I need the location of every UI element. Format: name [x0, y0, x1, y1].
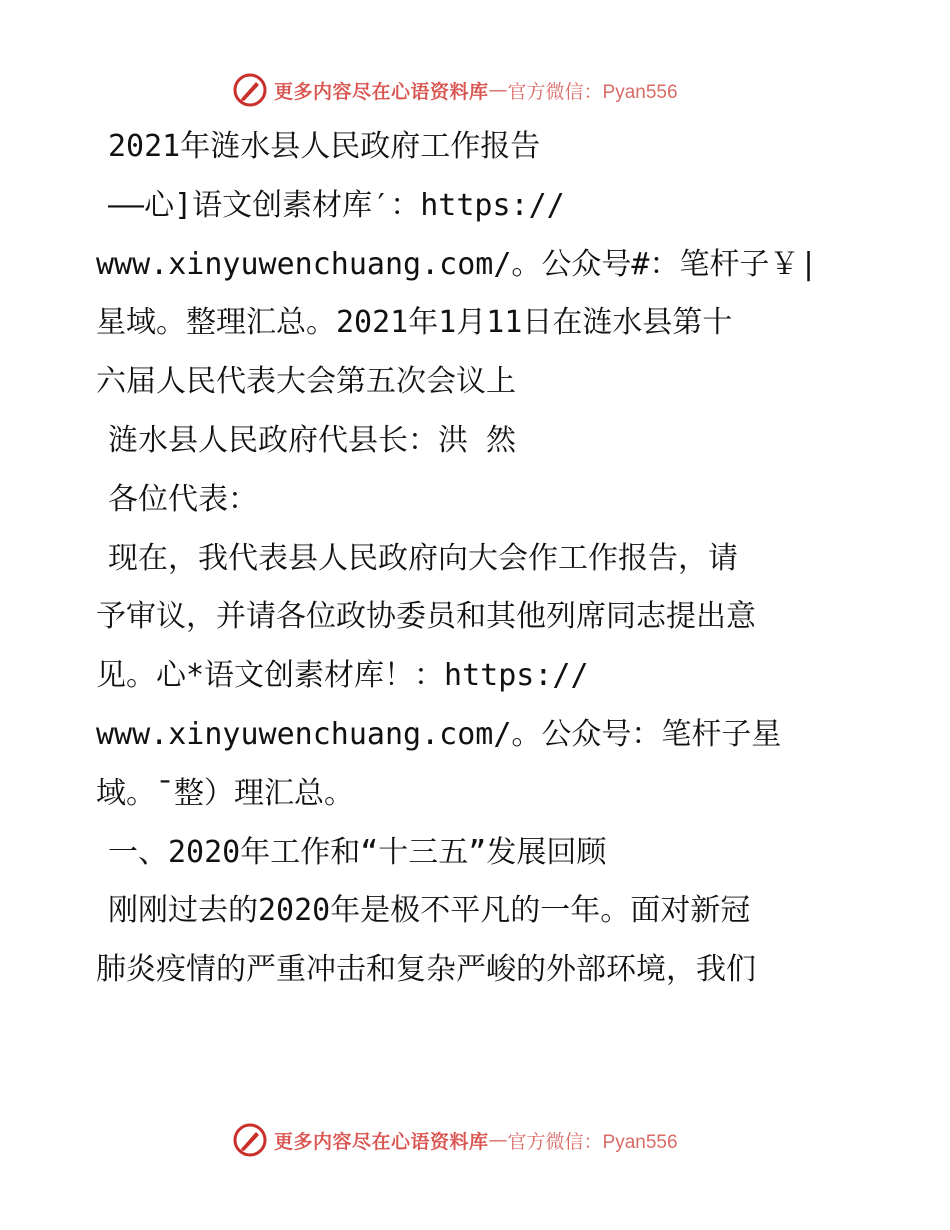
text-line: 刚刚过去的2020年是极不平凡的一年。面对新冠 [108, 893, 751, 929]
document-body [96, 118, 856, 1000]
salutation-line: 各位代表： [108, 481, 258, 517]
banner-separator: — [488, 1129, 508, 1151]
banner-separator: — [488, 79, 508, 101]
pen-logo-icon [232, 1122, 268, 1158]
banner-text: 更多内容尽在心语资料库 [274, 1130, 489, 1153]
text-line: 肺炎疫情的严重冲击和复杂严峻的外部环境，我们 [96, 952, 756, 988]
text-line: 予审议，并请各位政协委员和其他列席同志提出意 [96, 599, 756, 635]
header-banner [232, 70, 678, 110]
section-heading: 一、2020年工作和“十三五”发展回顾 [108, 834, 607, 870]
text-line: 现在，我代表县人民政府向大会作工作报告，请 [108, 540, 738, 576]
text-line: www.xinyuwenchuang.com/。公众号：笔杆子星 [96, 716, 782, 752]
footer-banner [232, 1120, 678, 1160]
text-line: www.xinyuwenchuang.com/。公众号#：笔杆子￥| [96, 246, 818, 282]
document-title: 2021年涟水县人民政府工作报告 [108, 129, 541, 164]
text-line: 见。心*语文创素材库！：https:// [96, 658, 589, 694]
banner-wechat: 官方微信：Pyan556 [507, 1131, 678, 1153]
speaker-line: 涟水县人民政府代县长：洪 然 [108, 422, 517, 458]
text-line: 六届人民代表大会第五次会议上 [96, 364, 516, 400]
text-line: 域。¯整）理汇总。 [96, 775, 355, 811]
banner-wechat: 官方微信：Pyan556 [507, 81, 678, 103]
pen-logo-icon [232, 72, 268, 108]
banner-text: 更多内容尽在心语资料库 [274, 80, 489, 103]
text-line: 星域。整理汇总。2021年1月11日在涟水县第十 [96, 305, 733, 341]
text-line: ——心]语文创素材库′：https:// [108, 187, 565, 223]
